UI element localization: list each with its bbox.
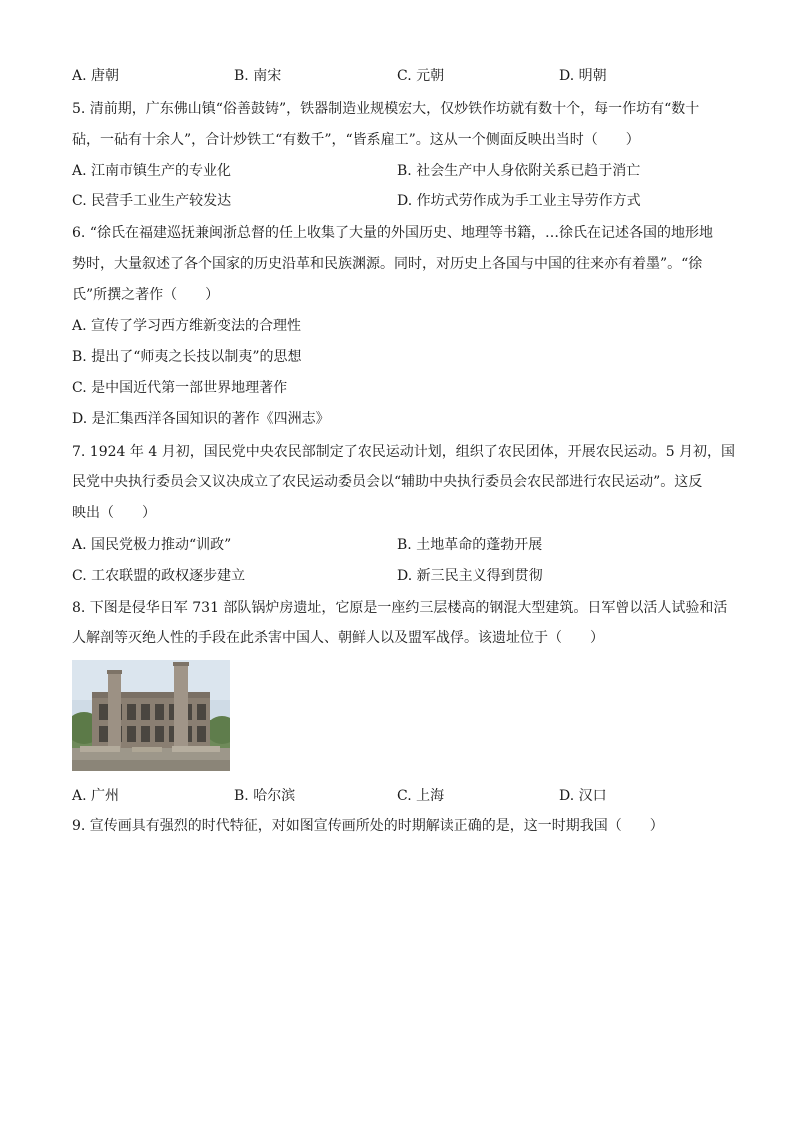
q7-option-b[interactable]: B. 土地革命的蓬勃开展 [397, 537, 543, 553]
q4-option-a[interactable]: A. 唐朝 [72, 68, 120, 84]
q7-option-d[interactable]: D. 新三民主义得到贯彻 [397, 568, 543, 584]
q6-stem-line-1: 6. “徐氏在福建巡抚兼闽浙总督的任上收集了大量的外国历史、地理等书籍，…徐氏在记述各国的地形地 [72, 225, 713, 241]
q6-option-a[interactable]: A. 宣传了学习西方维新变法的合理性 [72, 318, 302, 334]
q8-option-c[interactable]: C. 上海 [397, 788, 445, 804]
q5-option-b[interactable]: B. 社会生产中人身依附关系已趋于消亡 [397, 163, 641, 179]
q6-stem-line-2: 势时，大量叙述了各个国家的历史沿革和民族渊源。同时，对历史上各国与中国的往来亦有着墨”。“徐 [72, 256, 703, 272]
q5-stem-line-1: 5. 清前期，广东佛山镇“俗善鼓铸”，铁器制造业规模宏大，仅炒铁作坊就有数十个，每一作坊有“数十 [72, 101, 700, 117]
q5-option-d[interactable]: D. 作坊式劳作成为手工业主导劳作方式 [397, 193, 641, 209]
q7-option-c[interactable]: C. 工农联盟的政权逐步建立 [72, 568, 246, 584]
q5-option-c[interactable]: C. 民营手工业生产较发达 [72, 193, 232, 209]
q7-stem-line-3: 映出（ ） [72, 505, 156, 521]
q8-option-b[interactable]: B. 哈尔滨 [234, 788, 296, 804]
q4-option-c[interactable]: C. 元朝 [397, 68, 445, 84]
q8-stem-line-1: 8. 下图是侵华日军 731 部队锅炉房遗址，它原是一座约三层楼高的钢混大型建筑。日军曾以活人试验和活 [72, 600, 728, 616]
q6-option-b[interactable]: B. 提出了“师夷之长技以制夷”的思想 [72, 349, 302, 365]
q5-option-a[interactable]: A. 江南市镇生产的专业化 [72, 163, 232, 179]
q8-stem-line-2: 人解剖等灭绝人性的手段在此杀害中国人、朝鲜人以及盟军战俘。该遗址位于（ ） [72, 630, 604, 646]
q7-stem-line-1: 7. 1924 年 4 月初，国民党中央农民部制定了农民运动计划，组织了农民团体，开展农民运动。5 月初，国 [72, 444, 736, 460]
q7-option-a[interactable]: A. 国民党极力推动“训政” [72, 537, 232, 553]
q8-option-a[interactable]: A. 广州 [72, 788, 120, 804]
q6-stem-line-3: 氏”所撰之著作（ ） [72, 287, 220, 303]
q7-stem-line-2: 民党中央执行委员会又议决成立了农民运动委员会以“辅助中央执行委员会农民部进行农民运动”。这反 [72, 474, 703, 490]
q9-stem-line-1: 9. 宣传画具有强烈的时代特征，对如图宣传画所处的时期解读正确的是，这一时期我国（ ） [72, 818, 664, 834]
q6-option-d[interactable]: D. 是汇集西洋各国知识的著作《四洲志》 [72, 411, 330, 427]
q4-option-d[interactable]: D. 明朝 [559, 68, 607, 84]
q6-option-c[interactable]: C. 是中国近代第一部世界地理著作 [72, 380, 288, 396]
q8-option-d[interactable]: D. 汉口 [559, 788, 607, 804]
q4-option-b[interactable]: B. 南宋 [234, 68, 282, 84]
q5-stem-line-2: 砧，一砧有十余人”，合计炒铁工“有数千”，“皆系雇工”。这从一个侧面反映出当时（ ） [72, 132, 640, 148]
boiler-room-ruins-photo [72, 660, 230, 771]
